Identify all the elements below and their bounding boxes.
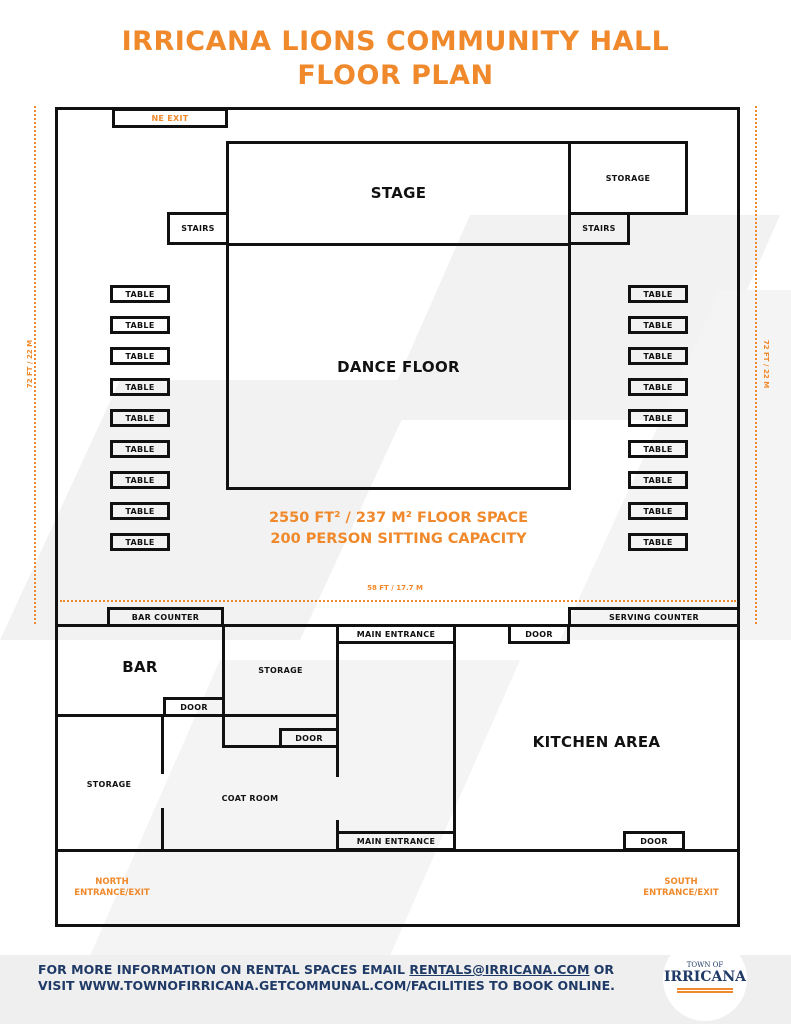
- table-left: TABLE: [110, 409, 170, 427]
- stairs-left: STAIRS: [167, 212, 229, 245]
- main-entrance-bottom: MAIN ENTRANCE: [336, 831, 456, 851]
- stairs-right: STAIRS: [568, 212, 630, 245]
- kitchen-area: KITCHEN AREA: [532, 733, 661, 751]
- north-entrance-line1: NORTH: [95, 877, 129, 887]
- door-kitchen-top: DOOR: [508, 624, 570, 644]
- footer-text-1a: FOR MORE INFORMATION ON RENTAL SPACES EMAIL: [38, 962, 410, 977]
- south-entrance-line1: SOUTH: [664, 877, 698, 887]
- table-left: TABLE: [110, 285, 170, 303]
- main-entrance-top: MAIN ENTRANCE: [336, 624, 456, 644]
- door-kitchen-bottom: DOOR: [623, 831, 685, 851]
- table-left: TABLE: [110, 316, 170, 334]
- table-right: TABLE: [628, 502, 688, 520]
- door-bar: DOOR: [163, 697, 225, 717]
- ne-exit: NE EXIT: [112, 108, 228, 128]
- footer-text-1b: OR: [589, 962, 615, 977]
- table-right: TABLE: [628, 440, 688, 458]
- dimension-width: 58 FT / 17.7 M: [367, 584, 423, 592]
- door-storage: DOOR: [279, 728, 339, 748]
- table-left: TABLE: [110, 440, 170, 458]
- stage-label: STAGE: [370, 184, 427, 202]
- wall: [161, 808, 164, 851]
- page-title-line2: FLOOR PLAN: [297, 60, 494, 91]
- table-left: TABLE: [110, 533, 170, 551]
- stage: [226, 141, 571, 246]
- dimension-left-line: [34, 106, 36, 624]
- table-right: TABLE: [628, 285, 688, 303]
- footer-text: [38, 962, 615, 994]
- table-left: TABLE: [110, 502, 170, 520]
- table-right: TABLE: [628, 316, 688, 334]
- north-entrance-line2: ENTRANCE/EXIT: [74, 888, 150, 898]
- rental-email-link[interactable]: RENTALS@IRRICANA.COM: [409, 962, 590, 977]
- page-title-line1: IRRICANA LIONS COMMUNITY HALL: [121, 26, 670, 57]
- table-right: TABLE: [628, 409, 688, 427]
- storage-top: STORAGE: [568, 141, 688, 215]
- table-left: TABLE: [110, 471, 170, 489]
- south-entrance-line2: ENTRANCE/EXIT: [643, 888, 719, 898]
- table-right: TABLE: [628, 471, 688, 489]
- bar-counter: BAR COUNTER: [107, 607, 224, 627]
- wall: [336, 641, 339, 777]
- table-right: TABLE: [628, 378, 688, 396]
- logo-fence-icon: [677, 988, 733, 993]
- wall: [161, 714, 164, 774]
- wall: [222, 624, 225, 747]
- south-entrance-label: [631, 877, 731, 899]
- serving-counter: SERVING COUNTER: [568, 607, 740, 627]
- logo-name: IRRICANA: [663, 969, 747, 985]
- coat-room: COAT ROOM: [221, 793, 279, 803]
- capacity-text: 200 PERSON SITTING CAPACITY: [270, 531, 527, 547]
- table-left: TABLE: [110, 347, 170, 365]
- footer-line1: [38, 962, 615, 978]
- footer-line2: VISIT WWW.TOWNOFIRRICANA.GETCOMMUNAL.COM/FACILITIES TO BOOK ONLINE.: [38, 978, 615, 993]
- logo-town-of: TOWN OF: [686, 961, 724, 969]
- bar: BAR: [122, 658, 158, 676]
- storage-left: STORAGE: [86, 779, 132, 789]
- dimension-height-right: 72 FT / 22 M: [762, 339, 770, 389]
- table-left: TABLE: [110, 378, 170, 396]
- dimension-right-line: [755, 106, 757, 624]
- town-logo: [663, 937, 747, 1021]
- dance-floor: DANCE FLOOR: [226, 243, 571, 490]
- storage-mid: STORAGE: [258, 665, 303, 675]
- dimension-height-left: 72 FT / 22 M: [26, 339, 34, 389]
- wall: [222, 714, 339, 717]
- north-entrance-label: [62, 877, 162, 899]
- table-right: TABLE: [628, 533, 688, 551]
- table-right: TABLE: [628, 347, 688, 365]
- floor-space-text: 2550 FT² / 237 M² FLOOR SPACE: [268, 510, 529, 526]
